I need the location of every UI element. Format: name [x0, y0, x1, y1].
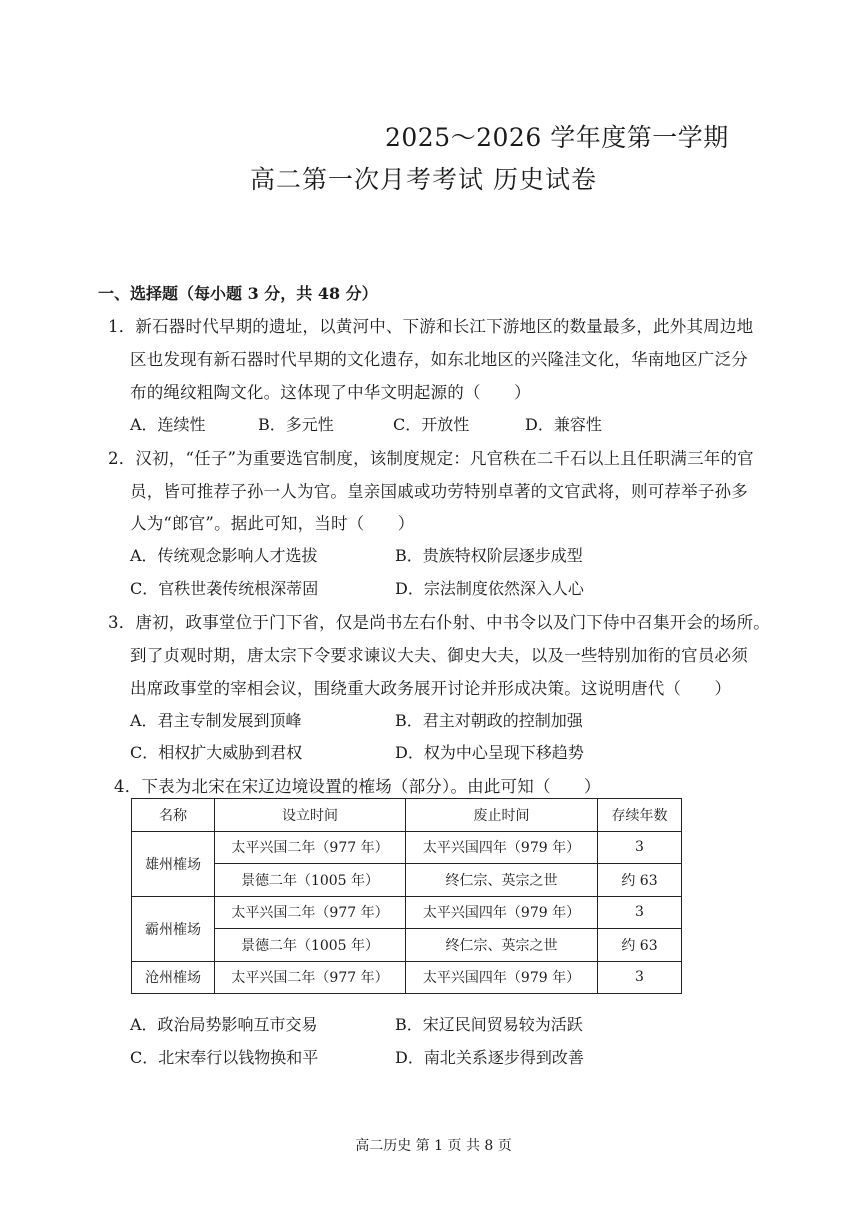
question-3-option-b[interactable]: B．君主对朝政的控制加强 — [395, 711, 583, 730]
exam-title: 高二第一次月考考试 历史试卷 — [250, 165, 597, 194]
question-3-line-2: 到了贞观时期，唐太宗下令要求谏议大夫、御史大夫，以及一些特别加衔的官员必须 — [130, 646, 748, 665]
table-row — [132, 896, 682, 929]
table-cell: 景德二年（1005 年） — [215, 929, 406, 962]
table-header-cell: 存续年数 — [598, 799, 682, 832]
question-1-option-c[interactable]: C．开放性 — [393, 415, 470, 434]
table-cell: 3 — [598, 961, 682, 994]
question-2-option-b[interactable]: B．贵族特权阶层逐步成型 — [395, 546, 583, 565]
section-heading: 一、选择题（每小题 3 分，共 48 分） — [98, 284, 378, 303]
question-4-stem: 4．下表为北宋在宋辽边境设置的榷场（部分）。由此可知（ ） — [114, 777, 601, 796]
question-4-option-b[interactable]: B．宋辽民间贸易较为活跃 — [395, 1015, 583, 1034]
page-footer: 高二历史 第 1 页 共 8 页 — [355, 1138, 512, 1154]
table-header-row — [132, 799, 682, 832]
question-3-option-c[interactable]: C．相权扩大威胁到君权 — [130, 743, 303, 762]
table-cell: 终仁宗、英宗之世 — [406, 864, 598, 897]
table-cell: 约 63 — [598, 929, 682, 962]
table-cell: 太平兴国二年（977 年） — [215, 831, 406, 864]
question-3-line-3: 出席政事堂的宰相会议，围绕重大政务展开讨论并形成决策。这说明唐代（ ） — [130, 679, 732, 698]
table-cell-name: 沧州榷场 — [132, 961, 215, 994]
table-cell: 3 — [598, 831, 682, 864]
table-header-cell: 名称 — [132, 799, 215, 832]
trade-market-table — [131, 798, 682, 994]
table-row — [132, 831, 682, 864]
question-1-line-2: 区也发现有新石器时代早期的文化遗存，如东北地区的兴隆洼文化，华南地区广泛分 — [130, 350, 748, 369]
table-cell: 约 63 — [598, 864, 682, 897]
question-2-line-3: 人为“郎官”。据此可知，当时（ ） — [130, 514, 415, 533]
question-1-line-1: 1．新石器时代早期的遗址，以黄河中、下游和长江下游地区的数量最多，此外其周边地 — [108, 317, 754, 336]
table-cell-name: 霸州榷场 — [132, 896, 215, 961]
question-3-option-a[interactable]: A．君主专制发展到顶峰 — [130, 711, 302, 730]
question-2-option-c[interactable]: C．官秩世袭传统根深蒂固 — [130, 579, 319, 598]
table-row — [132, 864, 682, 897]
question-1-line-3: 布的绳纹粗陶文化。这体现了中华文明起源的（ ） — [130, 383, 531, 402]
table-cell: 太平兴国二年（977 年） — [215, 961, 406, 994]
question-1-option-d[interactable]: D．兼容性 — [525, 415, 602, 434]
question-3-option-d[interactable]: D．权为中心呈现下移趋势 — [395, 743, 584, 762]
table-cell: 太平兴国四年（979 年） — [406, 831, 598, 864]
exam-title-term: 2025～2026 学年度第一学期 — [385, 123, 729, 152]
question-1-option-a[interactable]: A．连续性 — [130, 415, 206, 434]
table-cell: 3 — [598, 896, 682, 929]
table-header-cell: 废止时间 — [406, 799, 598, 832]
table-cell: 太平兴国二年（977 年） — [215, 896, 406, 929]
question-3-line-1: 3．唐初，政事堂位于门下省，仅是尚书左右仆射、中书令以及门下侍中召集开会的场所。 — [108, 613, 770, 632]
table-row — [132, 929, 682, 962]
question-1-option-b[interactable]: B．多元性 — [258, 415, 334, 434]
table-cell-name: 雄州榷场 — [132, 831, 215, 896]
table-cell: 太平兴国四年（979 年） — [406, 961, 598, 994]
question-2-line-2: 员，皆可推荐子孙一人为官。皇亲国戚或功劳特别卓著的文官武将，则可荐举子孙多 — [130, 482, 748, 501]
question-4-option-c[interactable]: C．北宋奉行以钱物换和平 — [130, 1048, 319, 1067]
table-row — [132, 961, 682, 994]
question-2-line-1: 2．汉初，“任子”为重要选官制度，该制度规定：凡官秩在二千石以上且任职满三年的官 — [108, 449, 754, 468]
question-4-option-d[interactable]: D．南北关系逐步得到改善 — [395, 1048, 584, 1067]
question-4-option-a[interactable]: A．政治局势影响互市交易 — [130, 1015, 318, 1034]
table-cell: 景德二年（1005 年） — [215, 864, 406, 897]
question-2-option-a[interactable]: A．传统观念影响人才选拔 — [130, 546, 318, 565]
table-cell: 终仁宗、英宗之世 — [406, 929, 598, 962]
question-2-option-d[interactable]: D．宗法制度依然深入人心 — [395, 579, 584, 598]
table-cell: 太平兴国四年（979 年） — [406, 896, 598, 929]
table-header-cell: 设立时间 — [215, 799, 406, 832]
